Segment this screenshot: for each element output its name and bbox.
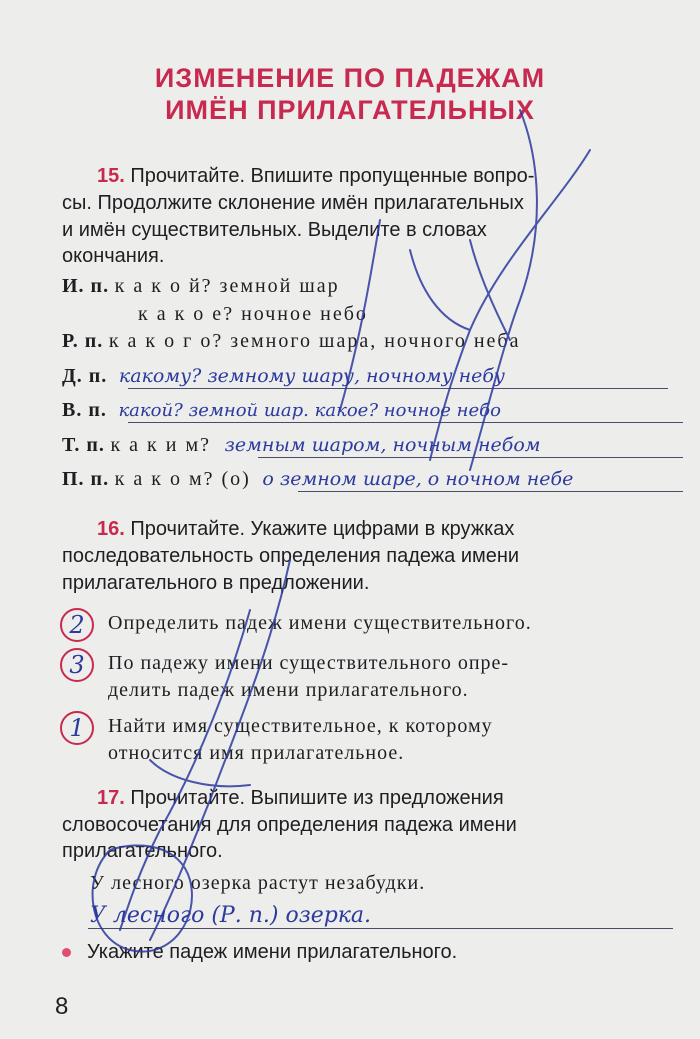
handwritten-answer: какому? земному шару, ночному небу — [118, 365, 505, 387]
ex15-row-dative: Д. п. какому? земному шару, ночному небу — [62, 365, 505, 387]
ex17-sentence: У лесного озерка растут незабудки. — [90, 872, 426, 894]
answer-line — [128, 388, 668, 389]
answer-line — [88, 928, 673, 929]
ex15-instruction-line3: и имён существительных. Выделите в словах — [62, 219, 487, 241]
ex16-step-text: По падежу имени существительного опре- — [108, 652, 510, 674]
order-circle[interactable]: 1 — [60, 711, 94, 745]
page-title-line2: ИМЁН ПРИЛАГАТЕЛЬНЫХ — [165, 95, 535, 125]
answer-line — [298, 491, 683, 492]
order-circle[interactable]: 3 — [60, 648, 94, 682]
ex16-instruction-line1: 16. Прочитайте. Укажите цифрами в кружках — [97, 518, 515, 540]
ex15-row-genitive: Р. п. к а к о г о? земного шара, ночного неба — [62, 330, 521, 352]
ex15-number: 15. — [97, 165, 125, 187]
handwritten-answer: земным шаром, ночным небом — [224, 434, 541, 456]
ex17-instruction-line2: словосочетания для определения падежа имени — [62, 814, 517, 836]
ex17-instruction-line3: прилагательного. — [62, 840, 223, 862]
ex15-row-accusative: В. п. какой? земной шар. какое? ночное небо — [62, 399, 501, 421]
ex15-instruction-line4: окончания. — [62, 245, 165, 267]
handwritten-answer: о земном шаре, о ночном небе — [262, 468, 574, 490]
answer-line — [128, 422, 683, 423]
ex15-row-nominative-neuter: к а к о е? ночное небо — [138, 303, 368, 325]
ex15-instruction-line1: 15. Прочитайте. Впишите пропущенные вопро- — [97, 165, 535, 187]
order-circle[interactable]: 2 — [60, 608, 94, 642]
ex17-instruction-line1: 17. Прочитайте. Выпишите из предложения — [97, 787, 504, 809]
ex15-row-nominative: И. п. к а к о й? земной шар — [62, 275, 340, 297]
ex15-row-instrumental: Т. п. к а к и м? земным шаром, ночным небом — [62, 434, 541, 456]
handwritten-answer: какой? земной шар. какое? ночное небо — [118, 400, 501, 421]
ex16-step-text: относится имя прилагательное. — [108, 742, 405, 764]
ex16-step-text: делить падеж имени прилагательного. — [108, 679, 469, 701]
page-number: 8 — [55, 993, 69, 1020]
handwritten-answer: У лесного (Р. п.) озерка. — [90, 903, 372, 928]
ex16-step-text: Определить падеж имени существительного. — [108, 612, 532, 634]
ex16-instruction-line2: последовательность определения падежа имени — [62, 545, 520, 567]
ex15-row-prepositional: П. п. к а к о м? (о) о земном шаре, о ночном небе — [62, 468, 574, 490]
ex16-number: 16. — [97, 518, 125, 540]
ex16-step-text: Найти имя существительное, к которому — [108, 715, 493, 737]
ex15-instruction-line2: сы. Продолжите склонение имён прилагательных — [62, 192, 524, 214]
ex17-number: 17. — [97, 787, 125, 809]
ex16-instruction-line3: прилагательного в предложении. — [62, 572, 370, 594]
bullet-icon — [62, 948, 71, 957]
page-title-line1: ИЗМЕНЕНИЕ ПО ПАДЕЖАМ — [154, 63, 546, 93]
ex17-task: Укажите падеж имени прилагательного. — [87, 941, 458, 963]
answer-line — [258, 457, 683, 458]
